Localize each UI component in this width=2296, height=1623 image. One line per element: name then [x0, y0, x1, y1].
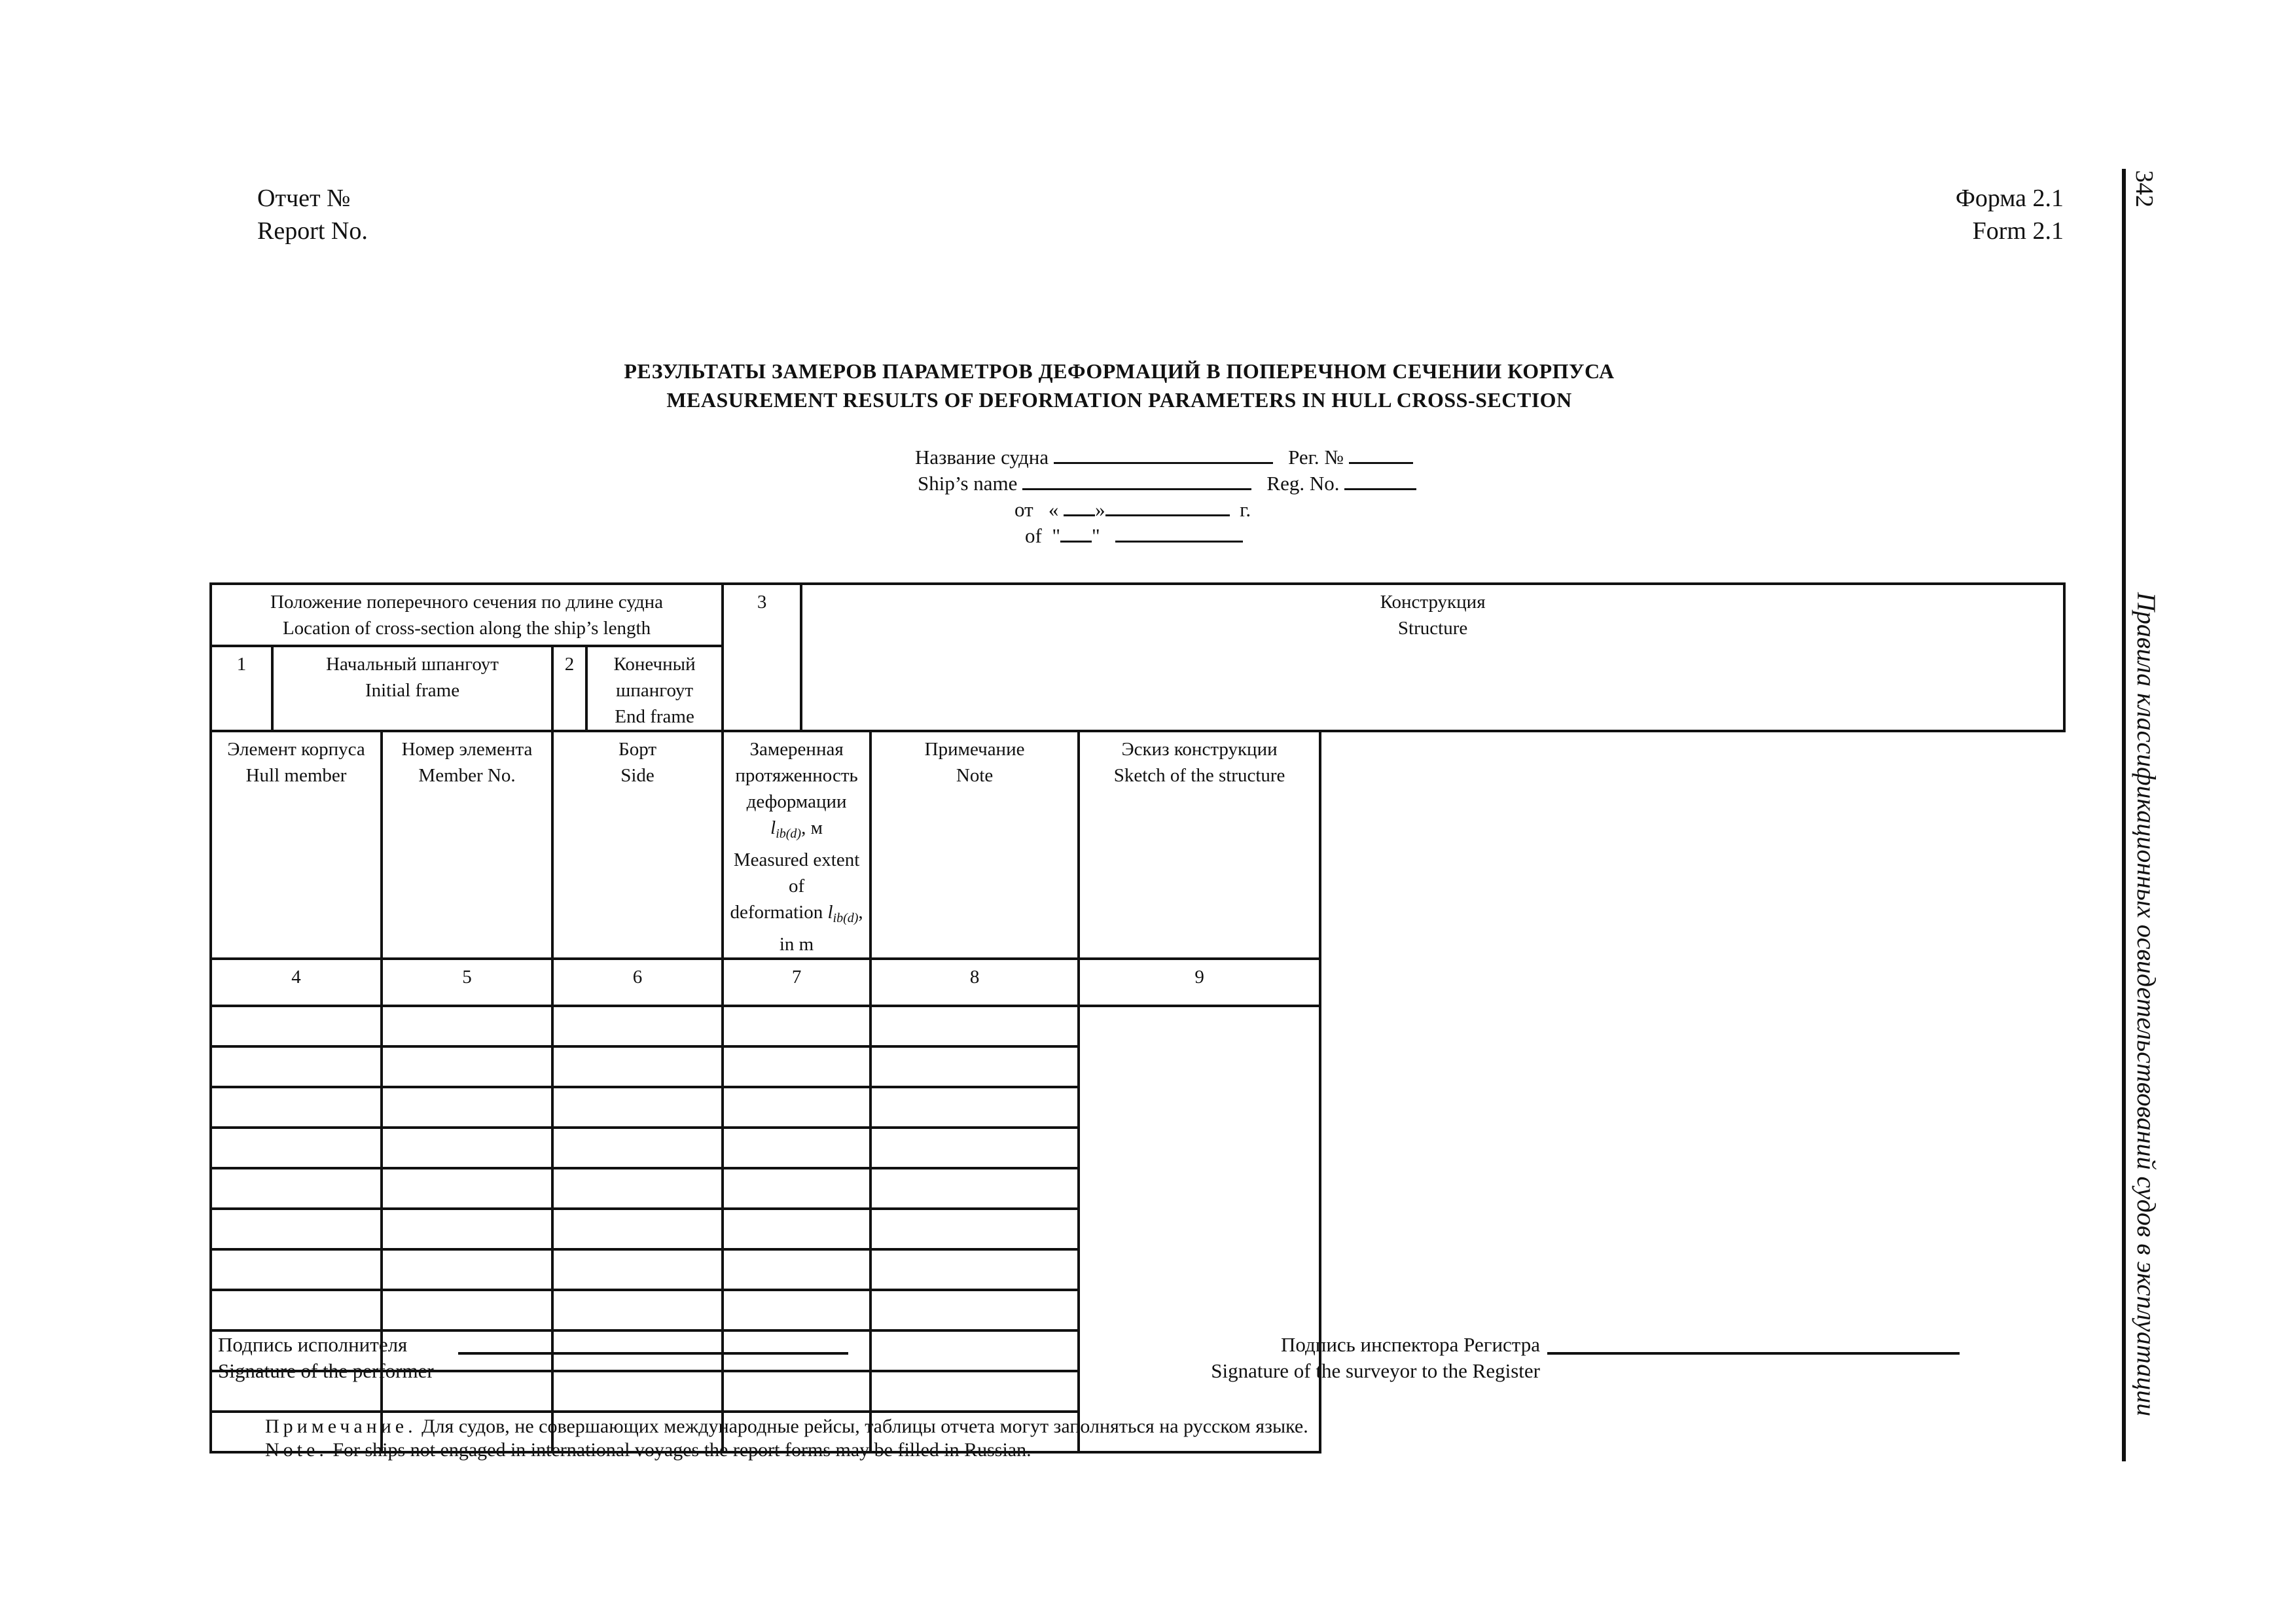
col-2-number: 2: [552, 646, 586, 731]
measured-label-en-1: Measured extent of: [733, 849, 860, 897]
footnote-label-en: Note.: [265, 1439, 328, 1461]
page-number: 342: [2130, 170, 2158, 207]
side-cell[interactable]: [552, 1087, 723, 1128]
measured-symbol-ru: [770, 817, 802, 841]
member-no-cell[interactable]: [382, 1249, 552, 1290]
col-number-4: 4: [211, 959, 382, 1006]
member-no-cell[interactable]: [382, 1128, 552, 1168]
date-close-quote-ru: »: [1095, 498, 1105, 521]
reg-field-en[interactable]: [1344, 470, 1416, 490]
measured-extent-cell[interactable]: [723, 1249, 870, 1290]
date-day-field-en[interactable]: [1060, 522, 1092, 543]
member-no-cell[interactable]: [382, 1168, 552, 1209]
note-cell[interactable]: [870, 1006, 1079, 1046]
measured-en-word: deformation: [730, 902, 823, 923]
side-cell[interactable]: [552, 1006, 723, 1046]
ship-name-row-ru: [915, 444, 1413, 471]
side-cell[interactable]: [552, 1371, 723, 1412]
date-row-en: [1025, 522, 1243, 549]
hull-member-cell[interactable]: [211, 1290, 382, 1330]
initial-frame-header: [272, 646, 552, 731]
measured-extent-cell[interactable]: [723, 1006, 870, 1046]
measurement-table: [209, 582, 2066, 1454]
reg-label-ru: Рег. №: [1288, 446, 1344, 469]
note-cell[interactable]: [870, 1046, 1079, 1087]
structure-label-en: Structure: [1397, 618, 1468, 639]
footnote-text-en: For ships not engaged in international voyages the report forms may be filled in Russian.: [327, 1439, 1031, 1461]
form-number-ru: Форма 2.1: [1955, 185, 2064, 212]
hull-member-cell[interactable]: [211, 1087, 382, 1128]
sketch-label-en: Sketch of the structure: [1113, 765, 1285, 786]
footnote-label-ru: Примечание.: [265, 1416, 417, 1437]
reg-field-ru[interactable]: [1349, 444, 1413, 464]
date-year-label-ru: г.: [1240, 498, 1251, 521]
location-label-ru: Положение поперечного сечения по длине судна: [270, 592, 664, 613]
symbol-base-ru: l: [770, 817, 776, 838]
measured-extent-cell[interactable]: [723, 1330, 870, 1371]
measured-extent-cell[interactable]: [723, 1046, 870, 1087]
side-label-en: Side: [620, 765, 655, 786]
side-label-ru: Борт: [619, 739, 656, 760]
running-title: Правила классификационных освидетельствований судов в эксплуатации: [2132, 592, 2161, 1417]
location-header: [211, 584, 723, 646]
table-row: [211, 1006, 2064, 1046]
surveyor-signature-label-ru: Подпись инспектора Регистра: [1280, 1333, 1540, 1356]
hull-member-label-ru: Элемент корпуса: [227, 739, 365, 760]
location-label-en: Location of cross-section along the ship’s length: [282, 618, 651, 639]
sketch-area[interactable]: [1079, 1006, 1320, 1452]
date-close-quote-en: ": [1091, 524, 1100, 547]
measured-extent-cell[interactable]: [723, 1371, 870, 1412]
col-3-number: 3: [723, 584, 801, 731]
end-frame-label-en: End frame: [615, 706, 694, 727]
date-row-ru: [1014, 496, 1251, 523]
member-no-header: [382, 731, 552, 959]
date-open-quote-ru: «: [1048, 498, 1059, 521]
col-number-6: 6: [552, 959, 723, 1006]
ship-name-row-en: [918, 470, 1416, 497]
note-cell[interactable]: [870, 1087, 1079, 1128]
hull-member-cell[interactable]: [211, 1168, 382, 1209]
measured-label-ru-2: [726, 789, 867, 847]
note-cell[interactable]: [870, 1290, 1079, 1330]
sketch-header: [1079, 731, 1320, 959]
reg-label-en: Reg. No.: [1266, 472, 1340, 495]
note-cell[interactable]: [870, 1168, 1079, 1209]
symbol-sub-en: ib(d): [833, 911, 859, 925]
surveyor-signature-label-en: Signature of the surveyor to the Register: [1211, 1359, 1540, 1382]
note-cell[interactable]: [870, 1209, 1079, 1249]
measured-extent-cell[interactable]: [723, 1087, 870, 1128]
footnote-ru: [265, 1415, 1308, 1438]
performer-signature-label-ru: Подпись исполнителя: [218, 1333, 408, 1356]
side-cell[interactable]: [552, 1046, 723, 1087]
member-no-label-ru: Номер элемента: [401, 739, 533, 760]
hull-member-cell[interactable]: [211, 1046, 382, 1087]
measured-extent-cell[interactable]: [723, 1128, 870, 1168]
end-frame-label-ru: Конечный шпангоут: [613, 654, 696, 701]
end-frame-header: [586, 646, 723, 731]
side-rule: [2122, 169, 2126, 1461]
note-cell[interactable]: [870, 1330, 1079, 1371]
date-month-field-en[interactable]: [1115, 522, 1243, 543]
initial-frame-label-en: Initial frame: [365, 680, 460, 701]
sketch-label-ru: Эскиз конструкции: [1121, 739, 1278, 760]
date-month-field-ru[interactable]: [1105, 496, 1230, 516]
hull-member-cell[interactable]: [211, 1128, 382, 1168]
structure-label-ru: Конструкция: [1380, 592, 1486, 613]
report-number-label-ru: Отчет №: [257, 185, 351, 212]
hull-member-label-en: Hull member: [245, 765, 347, 786]
note-cell[interactable]: [870, 1128, 1079, 1168]
date-from-label-ru: от: [1014, 498, 1033, 521]
side-cell[interactable]: [552, 1168, 723, 1209]
structure-header: [801, 584, 2064, 731]
member-no-cell[interactable]: [382, 1209, 552, 1249]
member-no-label-en: Member No.: [418, 765, 516, 786]
date-of-label-en: of: [1025, 524, 1042, 547]
side-cell[interactable]: [552, 1209, 723, 1249]
performer-signature-label-en: Signature of the performer: [218, 1359, 434, 1382]
form-number-en: Form 2.1: [1972, 217, 2064, 245]
hull-member-cell[interactable]: [211, 1249, 382, 1290]
side-cell[interactable]: [552, 1249, 723, 1290]
ship-name-field-en[interactable]: [1022, 470, 1251, 490]
member-no-cell[interactable]: [382, 1087, 552, 1128]
footnote-text-ru: Для судов, не совершающих международные рейсы, таблицы отчета могут заполняться на русском языке.: [416, 1416, 1308, 1437]
member-no-cell[interactable]: [382, 1290, 552, 1330]
col-number-8: 8: [870, 959, 1079, 1006]
measured-label-en-2: [726, 899, 867, 957]
col-number-5: 5: [382, 959, 552, 1006]
date-day-field-ru[interactable]: [1064, 496, 1095, 516]
note-cell[interactable]: [870, 1249, 1079, 1290]
note-label-ru: Примечание: [924, 739, 1025, 760]
symbol-base-en: l: [827, 902, 833, 923]
symbol-sub-ru: ib(d): [776, 827, 802, 841]
measured-extent-cell[interactable]: [723, 1209, 870, 1249]
measured-label-ru-1: Замеренная протяженность: [735, 739, 858, 786]
side-cell[interactable]: [552, 1290, 723, 1330]
performer-signature-line[interactable]: [458, 1352, 848, 1355]
col-1-number: 1: [211, 646, 272, 731]
measured-extent-cell[interactable]: [723, 1290, 870, 1330]
member-no-cell[interactable]: [382, 1046, 552, 1087]
measured-extent-header: [723, 731, 870, 959]
date-open-quote-en: ": [1052, 524, 1060, 547]
note-label-en: Note: [956, 765, 994, 786]
hull-member-header: [211, 731, 382, 959]
member-no-cell[interactable]: [382, 1006, 552, 1046]
side-cell[interactable]: [552, 1128, 723, 1168]
ship-name-field-ru[interactable]: [1054, 444, 1273, 464]
page-title-ru: РЕЗУЛЬТАТЫ ЗАМЕРОВ ПАРАМЕТРОВ ДЕФОРМАЦИЙ В ПОПЕРЕЧНОМ СЕЧЕНИИ КОРПУСА: [624, 359, 1615, 383]
ship-name-label-ru: Название судна: [915, 446, 1049, 469]
side-cell[interactable]: [552, 1330, 723, 1371]
col-number-9: 9: [1079, 959, 1320, 1006]
initial-frame-label-ru: Начальный шпангоут: [326, 654, 499, 675]
note-header: [870, 731, 1079, 959]
hull-member-cell[interactable]: [211, 1209, 382, 1249]
note-cell[interactable]: [870, 1371, 1079, 1412]
measured-unit-en: , in m: [779, 902, 863, 955]
surveyor-signature-line[interactable]: [1547, 1352, 1960, 1355]
measured-ru-word: деформации: [746, 791, 847, 812]
side-header: [552, 731, 723, 959]
measured-unit-ru: , м: [801, 817, 823, 838]
ship-name-label-en: Ship’s name: [918, 472, 1018, 495]
measured-symbol-en: [827, 902, 858, 923]
page-title-en: MEASUREMENT RESULTS OF DEFORMATION PARAMETERS IN HULL CROSS-SECTION: [666, 388, 1572, 412]
hull-member-cell[interactable]: [211, 1006, 382, 1046]
col-number-7: 7: [723, 959, 870, 1006]
measured-extent-cell[interactable]: [723, 1168, 870, 1209]
footnote-en: [265, 1438, 1031, 1462]
report-number-label-en: Report No.: [257, 217, 368, 245]
